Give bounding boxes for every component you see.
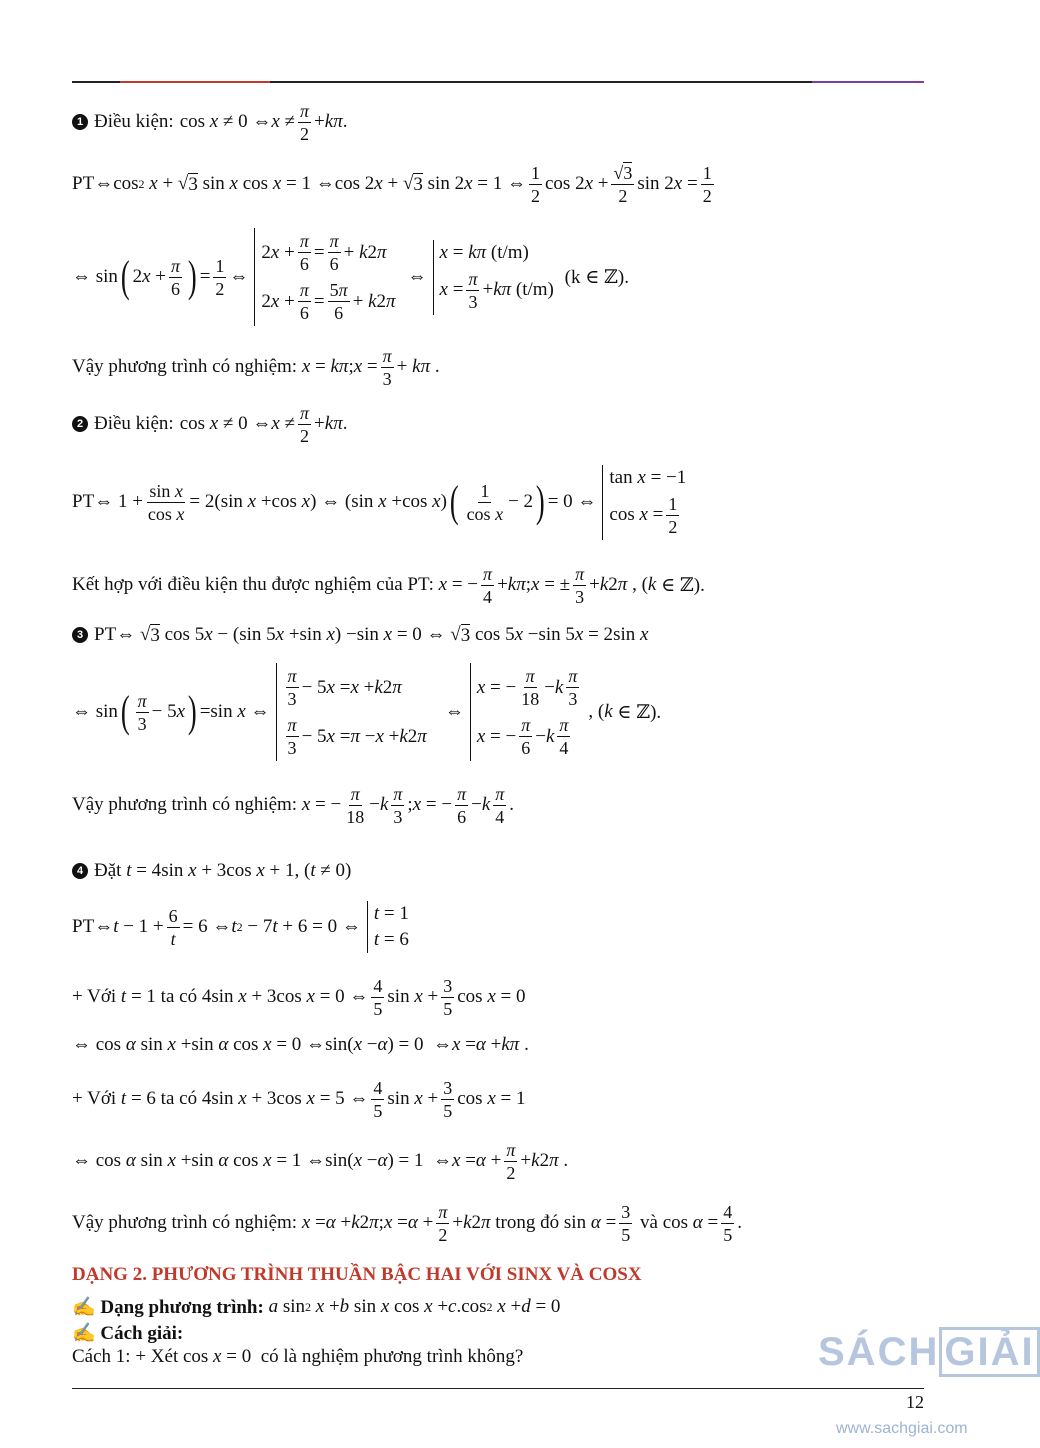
p4-case2-solve: ⇔ cos α sin x + sin α cos x = 1 ⇔ sin ( x − α ) = 1 ⇔ x = α + $\frac{\pi}{2}$ + k 2 π . — [72, 1139, 569, 1183]
bullet-2: 2 — [72, 416, 88, 432]
p4-case1: + Với t = 1 ta có 4 sin x + 3 cos x = 0 ⇔ $\frac{4}{5}$ sin x + $\frac{3}{5}$ cos x = 0 — [72, 975, 526, 1019]
sachgiai-logo: SÁCH GIẢI — [818, 1330, 1040, 1375]
bullet-3: 3 — [72, 627, 88, 643]
page-number: 12 — [906, 1392, 924, 1412]
p4-case2: + Với t = 6 ta có 4 sin x + 3 cos x = 5 ⇔ $\frac{4}{5}$ sin x + $\frac{3}{5}$ cos x = 1 — [72, 1077, 526, 1121]
p1-result: Vậy phương trình có nghiệm: x = kπ ; x = $\frac{\pi}{3}$ + kπ . — [72, 345, 440, 389]
p1-solve: ⇔ sin ( 2 x + $\frac{\pi}{6}$ ) = $\frac{1}{2}$ ⇔ 2 x + $\frac{\pi}{6}$ = $\frac{\pi}{6}$ + k 2 π 2 x + $\frac{\pi}{6}$ = $\frac{5\pi}{6}$ + k 2 π ⇔ x = kπ (t/m) x = $\frac{\pi}{3}$ + kπ (t/m) (k ∈ ℤ). — [72, 222, 629, 332]
p2-condition: 2 Điều kiện: cos x ≠ 0 ⇔ x ≠ $\frac{\pi}{2}$ + kπ . — [72, 402, 347, 446]
bullet-4: 4 — [72, 863, 88, 879]
website-watermark: www.sachgiai.com — [836, 1420, 968, 1437]
section-method1: Cách 1: + Xét cos x = 0 có là nghiệm phương trình không? — [72, 1346, 524, 1367]
p2-result: Kết hợp với điều kiện thu được nghiệm của PT: x = − $\frac{\pi}{4}$ + kπ ; x = ± $\frac{\pi}{3}$ + k 2 π , ( k ∈ ℤ). — [72, 563, 705, 607]
p2-transform: PT ⇔ 1 + $\frac{\text{sin x}}{\text{cos x}}$ = 2( sin x + cos x ) ⇔ ( sin x + cos x ) ( $\frac{1}{\text{cos x}}$ − 2 ) = 0 ⇔ tan x = −1 cos x = $\frac{1}{2}$ — [72, 456, 692, 548]
p3-solve: ⇔ sin ( $\frac{\pi}{3}$ − 5 x ) = sin x ⇔ $\frac{\pi}{3}$ − 5 x = x + k 2 π $\frac{\pi}{3}$ − 5 x = π − x + k 2 π ⇔ x = − $\frac{\pi}{18}$ − k $\frac{\pi}{3}$ x = − $\frac{\pi}{6}$ − k $\frac{\pi}{4}$ , ( k ∈ ℤ). — [72, 656, 661, 768]
bullet-1: 1 — [72, 114, 88, 130]
section-form: ✍ Dạng phương trình: a sin 2 x + b sin x cos x + c . cos 2 x + d = 0 — [72, 1296, 561, 1318]
footer-rule — [72, 1388, 924, 1389]
header-rule — [72, 81, 924, 83]
section-heading: DẠNG 2. PHƯƠNG TRÌNH THUẦN BẬC HAI VỚI SINX VÀ COSX — [72, 1264, 642, 1285]
p4-transform: PT ⇔ t − 1 + $\frac{6}{t}$ = 6 ⇔ t 2 − 7 t + 6 = 0 ⇔ t = 1 t = 6 — [72, 892, 415, 962]
p4-substitution: 4 Đặt t = 4 sin x + 3 cos x + 1, ( t ≠ 0) — [72, 856, 351, 886]
p4-case1-solve: ⇔ cos α sin x + sin α cos x = 0 ⇔ sin ( x − α ) = 0 ⇔ x = α + kπ . — [72, 1034, 529, 1055]
p3-result: Vậy phương trình có nghiệm: x = − $\frac{\pi}{18}$ − k $\frac{\pi}{3}$ ; x = − $\frac{\pi}{6}$ − k $\frac{\pi}{4}$ . — [72, 783, 515, 827]
p1-condition: 1 Điều kiện: cos x ≠ 0 ⇔ x ≠ $\frac{\pi}{2}$ + kπ . — [72, 100, 347, 144]
p1-transform: PT ⇔ cos 2 x + √ 3 sin x cos x = 1 ⇔ cos 2 x + √ 3 sin 2 x = 1 ⇔ $\frac{1}{2}$ cos 2 x + $\frac{√3}{2}$ sin 2 x = $\frac{1}{2}$ — [72, 162, 712, 206]
p3-transform: 3 PT ⇔ √ 3 cos 5 x − ( sin 5 x + sin x ) − sin x = 0 ⇔ √ 3 cos 5 x − sin 5 x = 2 sin x — [72, 620, 648, 650]
section-method-label: ✍ Cách giải: — [72, 1323, 184, 1344]
p4-result: Vậy phương trình có nghiệm: x = α + k 2 π ; x = α + $\frac{\pi}{2}$ + k 2 π trong đó sin α = $\frac{3}{5}$ và cos α = $\frac{4}{5}$ . — [72, 1201, 742, 1245]
